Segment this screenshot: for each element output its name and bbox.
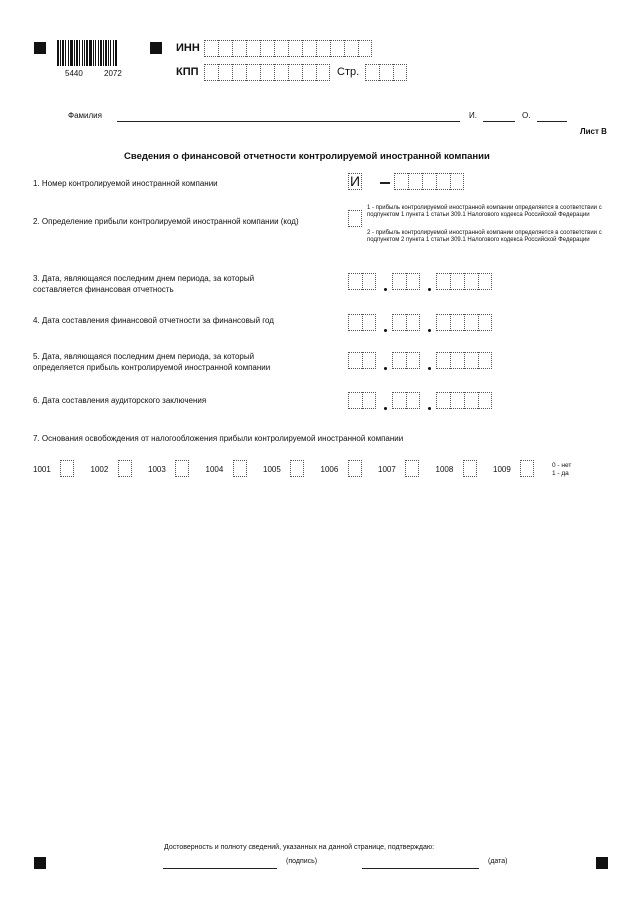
character-cell[interactable]	[218, 64, 232, 81]
character-cell[interactable]	[464, 352, 478, 369]
character-cell[interactable]	[450, 392, 464, 409]
character-cell[interactable]	[450, 273, 464, 290]
registration-marker-top-right	[150, 42, 162, 54]
exemption-code-label: 1006	[320, 465, 339, 474]
character-cell[interactable]	[365, 64, 379, 81]
field-4-label: 4. Дата составления финансовой отчетности за финансовый год	[33, 316, 274, 325]
exemption-code-1004-field[interactable]	[233, 460, 247, 477]
character-cell[interactable]	[436, 173, 450, 190]
character-cell[interactable]	[463, 460, 477, 477]
name-initial-field[interactable]	[483, 121, 515, 122]
character-cell[interactable]	[358, 40, 372, 57]
period-end-date-month[interactable]	[392, 273, 420, 290]
profit-period-end-month[interactable]	[392, 352, 420, 369]
character-cell[interactable]	[232, 64, 246, 81]
registration-marker-bottom-right	[596, 857, 608, 869]
signature-field[interactable]	[163, 868, 277, 869]
character-cell[interactable]	[405, 460, 419, 477]
character-cell[interactable]	[316, 40, 330, 57]
exemption-code-label: 1007	[378, 465, 396, 474]
exemption-code-1007-field[interactable]	[405, 460, 419, 477]
character-cell[interactable]	[406, 392, 420, 409]
character-cell[interactable]	[450, 352, 464, 369]
exemption-codes-row	[33, 460, 593, 482]
exemption-code-1002-field[interactable]	[118, 460, 132, 477]
barcode	[57, 40, 139, 66]
registration-marker-top-left	[34, 42, 46, 54]
company-number-prefix-letter: И	[350, 173, 361, 189]
character-cell[interactable]	[246, 40, 260, 57]
field-1-label: 1. Номер контролируемой иностранной компании	[33, 179, 218, 188]
character-cell[interactable]	[118, 460, 132, 477]
character-cell[interactable]	[348, 352, 362, 369]
exemption-code-label: 1008	[435, 465, 454, 474]
company-number-dash	[380, 182, 390, 184]
character-cell[interactable]	[436, 273, 450, 290]
character-cell[interactable]	[362, 352, 376, 369]
character-cell[interactable]	[348, 460, 362, 477]
character-cell[interactable]	[478, 273, 492, 290]
surname-field[interactable]	[117, 121, 460, 122]
name-initial-label: И.	[469, 111, 477, 120]
code-legend-yes: 1 - да	[552, 470, 569, 477]
character-cell[interactable]	[392, 392, 406, 409]
character-cell[interactable]	[464, 392, 478, 409]
date-field[interactable]	[362, 868, 479, 869]
report-date-month[interactable]	[392, 314, 420, 331]
character-cell[interactable]	[175, 460, 189, 477]
registration-marker-bottom-left	[34, 857, 46, 869]
character-cell[interactable]	[408, 173, 422, 190]
character-cell[interactable]	[233, 460, 247, 477]
character-cell[interactable]	[392, 273, 406, 290]
exemption-code-1008-field[interactable]	[463, 460, 477, 477]
exemption-code-1005-field[interactable]	[290, 460, 304, 477]
character-cell[interactable]	[392, 352, 406, 369]
inn-field[interactable]	[204, 40, 372, 57]
character-cell[interactable]	[302, 64, 316, 81]
character-cell[interactable]	[348, 273, 362, 290]
date-label: (дата)	[488, 858, 508, 865]
character-cell[interactable]	[348, 210, 362, 227]
sheet-label: Лист В	[580, 127, 607, 136]
exemption-code-label: 1005	[263, 465, 281, 474]
report-date-year[interactable]	[436, 314, 492, 331]
audit-date-day[interactable]	[348, 392, 376, 409]
exemption-code-label: 1001	[33, 465, 51, 474]
date-separator-dot	[428, 329, 431, 332]
character-cell[interactable]	[260, 40, 274, 57]
character-cell[interactable]	[302, 40, 316, 57]
date-separator-dot	[384, 329, 387, 332]
exemption-code-1001-field[interactable]	[60, 460, 74, 477]
field-5-label-line-2: определяется прибыль контролируемой иностранной компании	[33, 363, 271, 372]
character-cell[interactable]	[478, 392, 492, 409]
character-cell[interactable]	[246, 64, 260, 81]
character-cell[interactable]	[464, 314, 478, 331]
date-separator-dot	[428, 407, 431, 410]
character-cell[interactable]	[379, 64, 393, 81]
field-3-label-line-1: 3. Дата, являющаяся последним днем периода, за который	[33, 274, 255, 283]
audit-date-year[interactable]	[436, 392, 492, 409]
exemption-code-label: 1009	[493, 465, 511, 474]
character-cell[interactable]	[204, 40, 218, 57]
page-title: Сведения о финансовой отчетности контролируемой иностранной компании	[124, 151, 490, 162]
character-cell[interactable]	[406, 314, 420, 331]
report-date-day[interactable]	[348, 314, 376, 331]
character-cell[interactable]	[348, 392, 362, 409]
company-number-field[interactable]	[394, 173, 464, 190]
exemption-code-label: 1002	[90, 465, 109, 474]
character-cell[interactable]	[450, 173, 464, 190]
exemption-code-1006-field[interactable]	[348, 460, 362, 477]
character-cell[interactable]	[478, 352, 492, 369]
character-cell[interactable]	[288, 64, 302, 81]
kpp-field[interactable]	[204, 64, 330, 81]
field-3-label-line-2: составляется финансовая отчетность	[33, 285, 174, 294]
character-cell[interactable]	[392, 314, 406, 331]
period-end-date-day[interactable]	[348, 273, 376, 290]
character-cell[interactable]	[406, 352, 420, 369]
character-cell[interactable]	[393, 64, 407, 81]
character-cell[interactable]	[290, 460, 304, 477]
date-separator-dot	[384, 407, 387, 410]
field-6-label: 6. Дата составления аудиторского заключения	[33, 396, 207, 405]
character-cell[interactable]	[362, 273, 376, 290]
audit-date-month[interactable]	[392, 392, 420, 409]
field-2-label: 2. Определение прибыли контролируемой иностранной компании (код)	[33, 217, 299, 226]
confirmation-text: Достоверность и полноту сведений, указанных на данной странице, подтверждаю:	[164, 844, 435, 851]
character-cell[interactable]	[204, 64, 218, 81]
character-cell[interactable]	[330, 40, 344, 57]
barcode-number-left: 5440	[65, 69, 83, 78]
profit-code-field[interactable]	[348, 210, 362, 227]
patronymic-initial-field[interactable]	[537, 121, 567, 122]
character-cell[interactable]	[232, 40, 246, 57]
character-cell[interactable]	[348, 314, 362, 331]
character-cell[interactable]	[464, 273, 478, 290]
character-cell[interactable]	[436, 314, 450, 331]
character-cell[interactable]	[60, 460, 74, 477]
date-separator-dot	[428, 288, 431, 291]
date-separator-dot	[428, 367, 431, 370]
exemption-code-label: 1003	[148, 465, 166, 474]
character-cell[interactable]	[362, 314, 376, 331]
patronymic-initial-label: О.	[522, 111, 531, 120]
character-cell[interactable]	[422, 173, 436, 190]
character-cell[interactable]	[344, 40, 358, 57]
barcode-number-right: 2072	[104, 69, 122, 78]
signature-label: (подпись)	[286, 858, 318, 865]
surname-label: Фамилия	[68, 111, 102, 120]
character-cell[interactable]	[436, 392, 450, 409]
character-cell[interactable]	[450, 314, 464, 331]
exemption-code-label: 1004	[205, 465, 224, 474]
code-legend-no: 0 - нет	[552, 462, 572, 469]
character-cell[interactable]	[218, 40, 232, 57]
character-cell[interactable]	[288, 40, 302, 57]
date-separator-dot	[384, 288, 387, 291]
character-cell[interactable]	[406, 273, 420, 290]
kpp-label: КПП	[176, 66, 199, 78]
character-cell[interactable]	[394, 173, 408, 190]
character-cell[interactable]	[362, 392, 376, 409]
character-cell[interactable]	[316, 64, 330, 81]
page-label: Стр.	[337, 66, 360, 78]
character-cell[interactable]	[520, 460, 534, 477]
inn-label: ИНН	[176, 42, 200, 54]
profit-code-note-2: 2 - прибыль контролируемой иностранной компании определяется в соответствии с подпунктом 2 пункта 1 статьи 309.1 Налогового кодекса Российской Федерации	[367, 230, 602, 243]
field-7-label: 7. Основания освобождения от налогообложения прибыли контролируемой иностранной компании	[33, 434, 404, 443]
field-5-label-line-1: 5. Дата, являющаяся последним днем периода, за который	[33, 352, 255, 361]
character-cell[interactable]	[436, 352, 450, 369]
barcode-bar	[115, 40, 117, 66]
page-number-field[interactable]	[365, 64, 407, 81]
period-end-date-year[interactable]	[436, 273, 492, 290]
character-cell[interactable]	[274, 40, 288, 57]
profit-code-note-1: 1 - прибыль контролируемой иностранной компании определяется в соответствии с подпунктом 1 пункта 1 статьи 309.1 Налогового кодекса Российской Федерации	[367, 205, 602, 218]
profit-period-end-day[interactable]	[348, 352, 376, 369]
date-separator-dot	[384, 367, 387, 370]
exemption-code-1009-field[interactable]	[520, 460, 534, 477]
character-cell[interactable]	[260, 64, 274, 81]
character-cell[interactable]	[478, 314, 492, 331]
profit-period-end-year[interactable]	[436, 352, 492, 369]
exemption-code-1003-field[interactable]	[175, 460, 189, 477]
character-cell[interactable]	[274, 64, 288, 81]
